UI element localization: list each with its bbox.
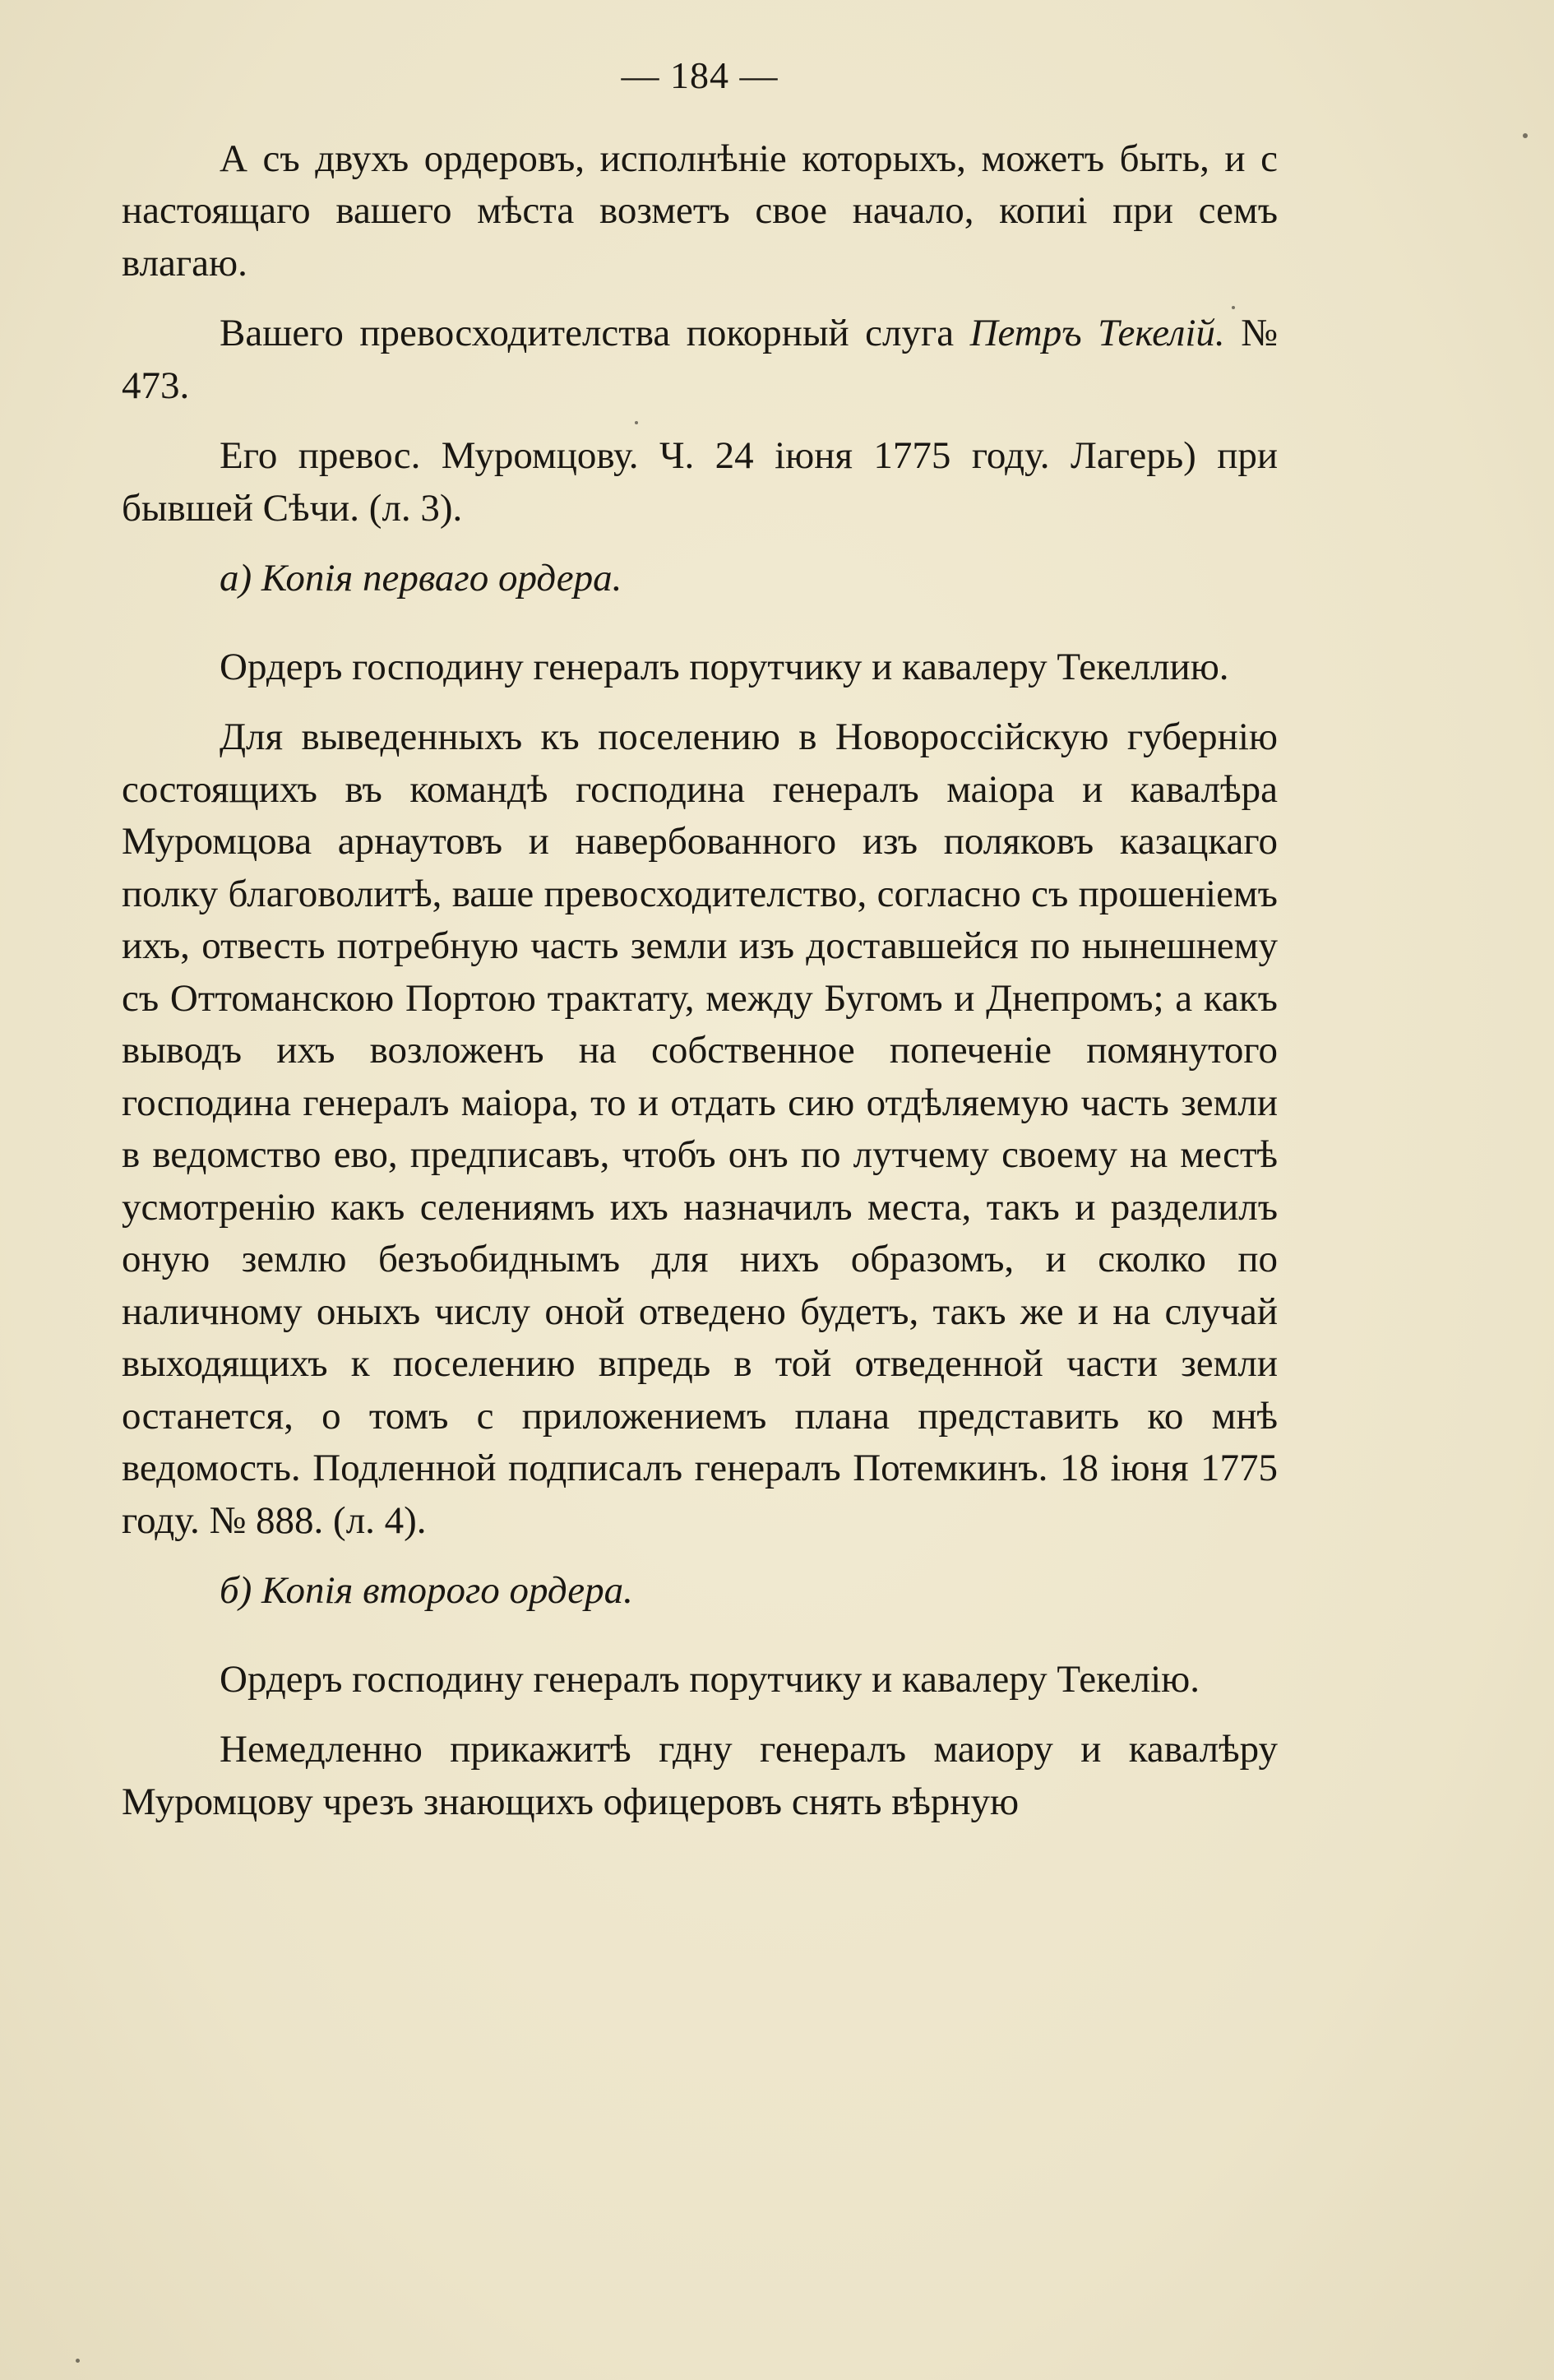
paragraph-3: Его превос. Муромцову. Ч. 24 іюня 1775 году. Лагерь) при бывшей Сѣчи. (л. 3). [122, 434, 1278, 530]
paper-speck [1523, 133, 1528, 138]
paragraph-4: Ордеръ господину генералъ порутчику и кавалеру Текеллию. [220, 645, 1229, 688]
letter-number: № 473. [122, 312, 1278, 407]
paragraph-7: Немедленно прикажитѣ гдну генералъ маиору и кавалѣру Муромцову чрезъ знающихъ офицеровъ снять вѣрную [122, 1728, 1278, 1823]
paper-speck [1232, 306, 1235, 309]
paper-speck [76, 2359, 80, 2363]
closing-phrase: Вашего превосходителства покорный слуга [220, 312, 970, 354]
section-heading-b: б) Копія второго ордера. [220, 1569, 633, 1612]
signature: Петръ Текелій. [969, 312, 1225, 354]
paragraph-1: А съ двухъ ордеровъ, исполнѣніе которыхъ, можетъ быть, и с настоящаго вашего мѣста возметъ свое начало, копиі при семъ влагаю. [122, 137, 1278, 285]
text-column [122, 49, 1278, 1846]
section-heading-a: а) Копія перваго ордера. [220, 557, 622, 600]
paper-speck [635, 421, 638, 424]
paragraph-5: Для выведенныхъ къ поселению в Новороссійскую губернію состоящихъ въ командѣ господина генералъ маіора и кавалѣра Муромцова арнаутовъ и навербованного изъ поляковъ казацкаго полку благоволитѣ, ваше превосходителство, согласно съ прошеніемъ ихъ, отвесть потребную часть земли изъ доставшейся по нынешнему съ Оттоманскою Портою трактату, между Бугомъ и Днепромъ; а какъ выводъ ихъ возложенъ на собственное попеченіе помянутого господина генералъ маіора, то и отдать сию отдѣляемую часть земли в ведомство ево, предписавъ, чтобъ онъ по лутчему своему на местѣ усмотренію какъ селениямъ ихъ назначилъ места, такъ и разделилъ оную землю безъобиднымъ для нихъ образомъ, и сколко по наличному оныхъ числу оной отведено будетъ, такъ же и на случай выходящихъ к поселению впредь в той отведенной части земли останется, о томъ с приложениемъ плана представить ко мнѣ ведомость. Подленной подписалъ генералъ Потемкинъ. 18 іюня 1775 году. № 888. (л. 4). [122, 715, 1278, 1542]
page-number: — 184 — [621, 54, 779, 96]
paragraph-2 [122, 308, 1278, 412]
paragraph-6: Ордеръ господину генералъ порутчику и кавалеру Текелію. [220, 1657, 1200, 1701]
